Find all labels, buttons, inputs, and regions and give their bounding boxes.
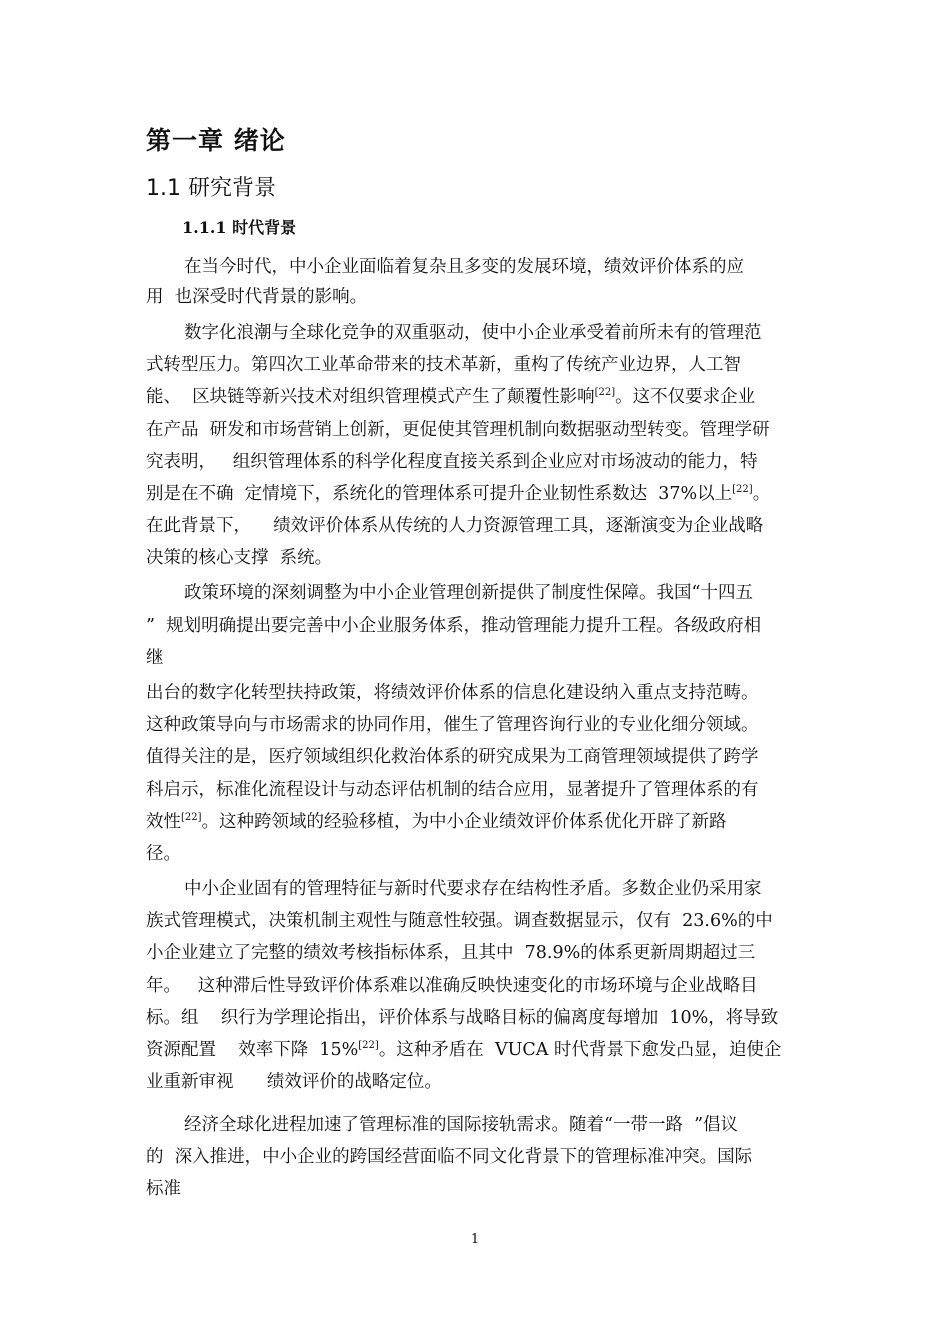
body-line [146,1177,181,1201]
line-text: 径。 [146,844,181,864]
body-line [146,614,761,638]
citation-ref: [22] [181,812,202,823]
line-text: 究表明， 组织管理体系的科学化程度直接关系到企业应对市场波动的能力，特 [146,452,758,472]
line-text-continued: 。这种矛盾在 VUCA 时代背景下愈发凸显，迫使企 [378,1040,782,1060]
line-text: 科启示，标准化流程设计与动态评估机制的结合应用，显著提升了管理体系的有 [146,780,759,800]
line-text-continued: 。这不仅要求企业 [615,387,756,407]
body-line [146,546,332,570]
citation-ref: [22] [732,484,753,495]
citation-ref: [22] [358,1040,379,1051]
line-text: 的 深入推进，中小企业的跨国经营面临不同文化背景下的管理标准冲突。国际 [146,1147,753,1167]
line-text: 在产品 研发和市场营销上创新，更促使其管理机制向数据驱动型转变。管理学研 [146,420,770,440]
body-line [146,514,763,538]
body-line [146,810,727,834]
line-text: 小企业建立了完整的绩效考核指标体系，且其中 78.9%的体系更新周期超过三 [146,943,756,963]
body-line [184,581,753,605]
body-line [146,482,770,506]
line-text: 族式管理模式，决策机制主观性与随意性较强。调查数据显示，仅有 23.6%的中 [146,911,773,931]
body-line [146,713,759,737]
line-text: 效性 [146,812,181,832]
line-text: 这种政策导向与市场需求的协同作用，催生了管理咨询行业的专业化细分领域。 [146,715,759,735]
body-line [146,941,755,965]
chapter-title: 第一章 绪论 [146,126,286,155]
body-line [184,255,744,279]
body-line [146,418,770,442]
page-number: 1 [470,1232,480,1247]
line-text: 用 也深受时代背景的影响。 [146,287,368,307]
body-line [146,842,181,866]
body-line [146,385,755,409]
line-text: 决策的核心支撑 系统。 [146,548,333,568]
body-line [184,1113,738,1137]
line-text: 出台的数字化转型扶持政策，将绩效评价体系的信息化建设纳入重点支持范畴。 [146,683,759,703]
body-line [146,745,759,769]
line-text-continued: 。 [752,484,771,504]
line-text: 年。 这种滞后性导致评价体系难以准确反映快速变化的市场环境与企业战略目 [146,976,758,996]
line-text: 业重新审视 绩效评价的战略定位。 [146,1072,442,1092]
line-text: 标准 [146,1179,181,1199]
body-line [146,1006,778,1030]
subsection-title: 1.1.1 时代背景 [182,218,297,237]
line-text: 数字化浪潮与全球化竞争的双重驱动，使中小企业承受着前所未有的管理范 [184,323,762,343]
line-text: 在此背景下， 绩效评价体系从传统的人力资源管理工具，逐渐演变为企业战略 [146,516,764,536]
body-line [146,1070,442,1094]
body-line [146,646,164,670]
body-line [146,974,758,998]
body-line [184,321,762,345]
body-line [146,778,759,802]
line-text: 能、 区块链等新兴技术对组织管理模式产生了颠覆性影响 [146,387,595,407]
line-text: 资源配置 效率下降 15% [146,1040,359,1060]
body-line [146,1038,781,1062]
line-text: 经济全球化进程加速了管理标准的国际接轨需求。随着“一带一路 ”倡议 [184,1115,739,1135]
body-line [184,877,762,901]
body-line [146,285,367,309]
line-text: 式转型压力。第四次工业革命带来的技术革新，重构了传统产业边界，人工智 [146,355,741,375]
body-line [146,1145,752,1169]
body-line [146,909,773,933]
section-title: 1.1 研究背景 [146,176,276,201]
line-text: 别是在不确 定情境下，系统化的管理体系可提升企业韧性系数达 37%以上 [146,484,733,504]
line-text: 继 [146,648,164,668]
line-text: ” 规划明确提出要完善中小企业服务体系，推动管理能力提升工程。各级政府相 [146,616,762,636]
line-text: 在当今时代，中小企业面临着复杂且多变的发展环境，绩效评价体系的应 [184,257,744,277]
body-line [146,353,741,377]
line-text: 值得关注的是，医疗领域组织化救治体系的研究成果为工商管理领域提供了跨学 [146,747,759,767]
body-line [146,681,759,705]
line-text: 政策环境的深刻调整为中小企业管理创新提供了制度性保障。我国“十四五 [184,583,753,603]
line-text: 中小企业固有的管理特征与新时代要求存在结构性矛盾。多数企业仍采用家 [184,879,762,899]
body-line [146,450,758,474]
citation-ref: [22] [594,387,616,398]
line-text-continued: 。这种跨领域的经验移植，为中小企业绩效评价体系优化开辟了新路 [201,812,727,832]
line-text: 标。组 织行为学理论指出，评价体系与战略目标的偏离度每增加 10%，将导致 [146,1008,779,1028]
